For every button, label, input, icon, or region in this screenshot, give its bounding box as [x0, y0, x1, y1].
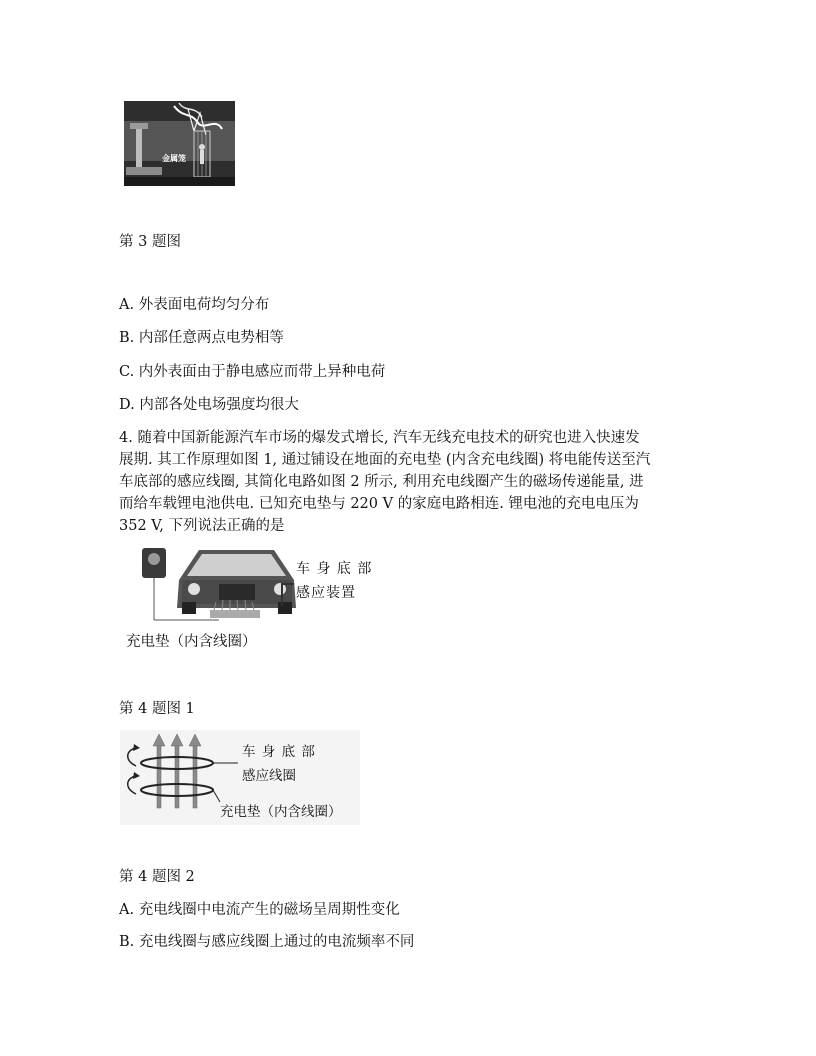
figure3-photo	[124, 101, 235, 186]
car-bottom-label-1: 车 身 底 部	[296, 561, 373, 577]
induction-coil-label-2: 感应线圈	[242, 768, 296, 784]
tesla-coil-illustration	[124, 101, 235, 186]
q3-option-d: D. 内部各处电场强度均很大	[119, 397, 299, 413]
figure3-caption: 第 3 题图	[119, 234, 181, 250]
figure4-2-caption: 第 4 题图 2	[119, 869, 195, 885]
figure4-1-caption: 第 4 题图 1	[119, 701, 195, 717]
q3-option-a: A. 外表面电荷均匀分布	[119, 297, 270, 313]
metal-cage-label: 金属笼	[162, 154, 186, 163]
q4-stem-line-4: 而给车载锂电池供电. 已知充电垫与 220 V 的家庭电路相连. 锂电池的充电电压为	[119, 496, 639, 512]
q4-option-b: B. 充电线圈与感应线圈上通过的电流频率不同	[119, 934, 415, 950]
q4-option-a: A. 充电线圈中电流产生的磁场呈周期性变化	[119, 902, 400, 918]
charging-pad-label: 充电垫（内含线圈）	[126, 634, 257, 650]
q4-stem-line-2: 展期. 其工作原理如图 1, 通过铺设在地面的充电垫 (内含充电线圈) 将电能传送至汽	[119, 452, 651, 468]
q4-stem-line-5: 352 V, 下列说法正确的是	[119, 518, 285, 534]
figure4-1-diagram	[124, 540, 414, 658]
induction-coil-label-1: 车 身 底 部	[242, 744, 316, 760]
figure4-2-diagram	[120, 730, 360, 825]
car-bottom-label-2: 感应装置	[296, 585, 356, 601]
charging-pad-coil-label: 充电垫（内含线圈）	[220, 804, 342, 820]
q3-option-c: C. 内外表面由于静电感应而带上异种电荷	[119, 364, 386, 380]
q4-stem-line-3: 车底部的感应线圈, 其简化电路如图 2 所示, 利用充电线圈产生的磁场传递能量, 进	[119, 474, 644, 490]
q3-option-b: B. 内部任意两点电势相等	[119, 330, 284, 346]
q4-stem-line-1: 4. 随着中国新能源汽车市场的爆发式增长, 汽车无线充电技术的研究也进入快速发	[119, 430, 640, 446]
